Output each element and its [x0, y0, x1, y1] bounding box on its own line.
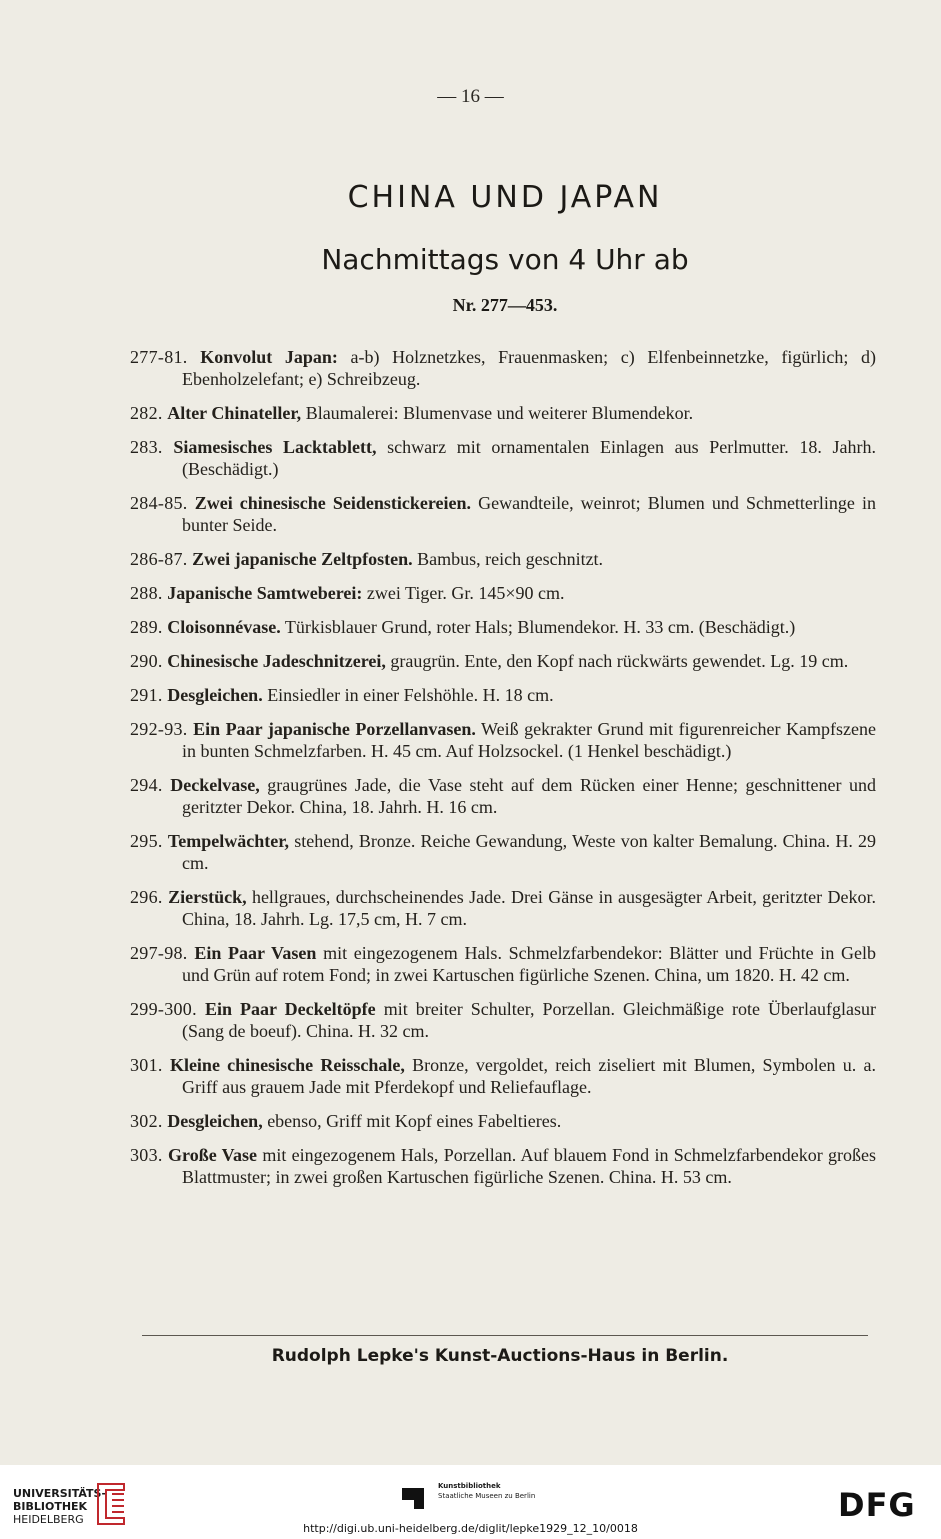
catalog-entry [130, 1110, 876, 1132]
ub-heidelberg-logo-icon[interactable] [94, 1480, 130, 1528]
catalog-entries [130, 346, 876, 1200]
entry-number: 291. [130, 685, 163, 705]
entry-text: schwarz mit ornamentalen Einlagen aus Perlmutter. 18. Jahrh. (Beschädigt.) [182, 437, 877, 479]
entry-text: Gewandteile, weinrot; Blumen und Schmetterlinge in bunter Seide. [182, 493, 876, 535]
entry-text: Einsiedler in einer Felshöhle. H. 18 cm. [262, 685, 554, 705]
catalog-entry [130, 942, 876, 986]
entry-number: 289. [130, 617, 163, 637]
entry-text: hellgraues, durchscheinendes Jade. Drei Gänse in ausgesägter Arbeit, geritzter Dekor. China, 18. Jahrh. Lg. 17,5 cm, H. 7 cm. [182, 887, 877, 929]
ub-line-1: UNIVERSITÄTS- [13, 1487, 107, 1500]
entry-heading: Desgleichen. [167, 685, 263, 705]
entry-heading: Zwei chinesische Seidenstickereien. [194, 493, 472, 513]
entry-heading: Siamesisches Lacktablett, [173, 437, 377, 457]
entry-text: graugrün. Ente, den Kopf nach rückwärts gewendet. Lg. 19 cm. [385, 651, 849, 671]
catalog-entry [130, 402, 876, 424]
publisher-footer: Rudolph Lepke's Kunst-Auctions-Haus in Berlin. [271, 1346, 729, 1366]
entry-heading: Ein Paar Vasen [194, 943, 317, 963]
dfg-logo[interactable]: DFG [838, 1486, 916, 1524]
entry-text: mit eingezogenem Hals. Schmelzfarbendekor: Blätter und Früchte in Gelb und Grün auf rotem Fond; in zwei Kartuschen figürliche Szenen. China, um 1820. H. 42 cm. [182, 943, 876, 985]
catalog-entry [130, 998, 876, 1042]
catalog-entry [130, 774, 876, 818]
catalog-entry [130, 684, 876, 706]
entry-number: 288. [130, 583, 163, 603]
catalog-entry [130, 582, 876, 604]
catalog-entry [130, 492, 876, 536]
entry-number: 294. [130, 775, 163, 795]
entry-number: 301. [130, 1055, 163, 1075]
entry-text: a-b) Holznetzkes, Frauenmasken; c) Elfenbeinnetzke, figürlich; d) Ebenholzelefant; e) Schreibzeug. [182, 347, 876, 389]
entry-number: 277-81. [130, 347, 188, 367]
entry-text: Türkisblauer Grund, roter Hals; Blumendekor. H. 33 cm. (Beschädigt.) [280, 617, 796, 637]
entry-number: 299-300. [130, 999, 197, 1019]
entry-text: stehend, Bronze. Reiche Gewandung, Weste von kalter Bemalung. China. H. 29 cm. [182, 831, 877, 873]
catalog-entry [130, 718, 876, 762]
entry-number: 292-93. [130, 719, 188, 739]
ub-heidelberg-label [13, 1487, 106, 1526]
entry-heading: Konvolut Japan: [200, 347, 338, 367]
entry-text: Blaumalerei: Blumenvase und weiterer Blumendekor. [301, 403, 694, 423]
entry-heading: Deckelvase, [170, 775, 260, 795]
catalog-entry [130, 650, 876, 672]
entry-heading: Tempelwächter, [167, 831, 290, 851]
source-url-link[interactable]: http://digi.ub.uni-heidelberg.de/diglit/lepke1929_12_10/0018 [303, 1522, 638, 1535]
entry-text: mit eingezogenem Hals, Porzellan. Auf blauem Fond in Schmelzfarbendekor großes Blattmuster; in zwei großen Kartuschen figürliche Szenen. China. H. 53 cm. [182, 1145, 877, 1187]
entry-heading: Kleine chinesische Reisschale, [169, 1055, 405, 1075]
page-title: CHINA UND JAPAN [347, 180, 663, 215]
entry-heading: Desgleichen, [167, 1111, 263, 1131]
kunstbibliothek-label [438, 1481, 535, 1501]
entry-number: 283. [130, 437, 163, 457]
entry-number: 286-87. [130, 549, 188, 569]
entry-heading: Chinesische Jadeschnitzerei, [167, 651, 386, 671]
ub-line-2: BIBLIOTHEK [13, 1500, 88, 1513]
ub-line-3: HEIDELBERG [13, 1513, 84, 1526]
entry-heading: Ein Paar japanische Porzellanvasen. [193, 719, 476, 739]
entry-number: 303. [130, 1145, 163, 1165]
entry-text: zwei Tiger. Gr. 145×90 cm. [362, 583, 565, 603]
entry-number: 282. [130, 403, 163, 423]
entry-heading: Ein Paar Deckeltöpfe [204, 999, 376, 1019]
entry-text: Bambus, reich geschnitzt. [412, 549, 604, 569]
entry-number: 284-85. [130, 493, 188, 513]
catalog-entry [130, 1054, 876, 1098]
page-subtitle: Nachmittags von 4 Uhr ab [321, 243, 689, 276]
entry-heading: Alter Chinateller, [167, 403, 302, 423]
catalog-entry [130, 436, 876, 480]
kunstbibliothek-logo-icon[interactable] [400, 1484, 430, 1510]
entry-number: 296. [130, 887, 163, 907]
page-number: — 16 — [437, 86, 504, 107]
entry-heading: Zierstück, [168, 887, 247, 907]
entry-number: 302. [130, 1111, 163, 1131]
entry-heading: Japanische Samtweberei: [167, 583, 363, 603]
kb-line-1: Kunstbibliothek [438, 1482, 501, 1490]
entry-heading: Cloisonnévase. [167, 617, 281, 637]
entry-text: graugrünes Jade, die Vase steht auf dem Rücken einer Henne; geschnittener und geritzter Dekor. China, 18. Jahrh. H. 16 cm. [182, 775, 876, 817]
catalog-entry [130, 1144, 876, 1188]
entry-text: Weiß gekrakter Grund mit figurenreicher Kampfszene in bunten Schmelzfarben. H. 45 cm. Auf Holzsockel. (1 Henkel beschädigt.) [182, 719, 876, 761]
catalog-entry [130, 548, 876, 570]
catalog-entry [130, 616, 876, 638]
entry-heading: Große Vase [168, 1145, 258, 1165]
entry-text: mit breiter Schulter, Porzellan. Gleichmäßige rote Überlaufglasur (Sang de boeuf). China. H. 32 cm. [182, 999, 876, 1041]
catalog-entry [130, 886, 876, 930]
lot-range: Nr. 277—453. [452, 295, 558, 315]
entry-number: 297-98. [130, 943, 188, 963]
catalog-entry [130, 830, 876, 874]
entry-number: 295. [130, 831, 163, 851]
footer-divider [142, 1335, 868, 1336]
entry-text: ebenso, Griff mit Kopf eines Fabeltieres. [262, 1111, 562, 1131]
entry-number: 290. [130, 651, 163, 671]
catalog-entry [130, 346, 876, 390]
kb-line-2: Staatliche Museen zu Berlin [438, 1492, 536, 1500]
entry-text: Bronze, vergoldet, reich ziseliert mit Blumen, Symbolen u. a. Griff aus grauem Jade mit Pferdekopf und Reliefauflage. [182, 1055, 877, 1097]
entry-heading: Zwei japanische Zeltpfosten. [192, 549, 413, 569]
